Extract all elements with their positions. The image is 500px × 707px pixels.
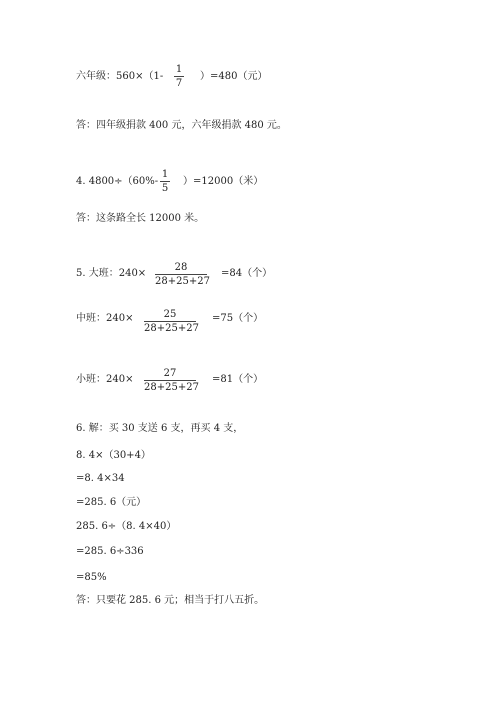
calc-step-4: 285. 6÷（8. 4×40） — [76, 521, 177, 532]
question6-setup: 6. 解：买 30 支送 6 支，再买 4 支， — [76, 423, 244, 434]
answer-discount: 答：只要花 285. 6 元；相当于打八五折。 — [76, 595, 265, 606]
equation-big-class-prefix: 5. 大班：240× — [76, 268, 147, 279]
calc-step-5: =285. 6÷336 — [76, 546, 144, 557]
equation-grade6-suffix: ）=480（元） — [200, 71, 268, 82]
equation-middle-class-prefix: 中班：240× — [76, 313, 134, 324]
fraction-numerator: 27 — [163, 368, 177, 379]
fraction-middle-class — [144, 309, 199, 334]
fraction-denominator: 28+25+27 — [155, 276, 210, 287]
fraction-numerator: 25 — [163, 309, 177, 320]
fraction-one-seventh — [174, 64, 184, 89]
equation-grade6-prefix: 六年级：560×（1- — [76, 71, 164, 82]
equation-big-class-suffix: =84（个） — [221, 268, 273, 279]
calc-step-2: =8. 4×34 — [76, 473, 125, 484]
equation-road-suffix: ）=12000（米） — [183, 176, 264, 187]
fraction-big-class — [155, 262, 210, 287]
equation-road-prefix: 4. 4800÷（60%- — [76, 176, 159, 187]
fraction-bar — [144, 321, 196, 322]
fraction-one-fifth — [160, 169, 170, 194]
fraction-numerator: 1 — [175, 64, 183, 75]
calc-step-1: 8. 4×（30+4） — [76, 450, 151, 461]
calc-step-3: =285. 6（元） — [76, 497, 147, 508]
fraction-denominator: 7 — [175, 78, 183, 89]
fraction-denominator: 28+25+27 — [144, 323, 199, 334]
fraction-bar — [155, 274, 207, 275]
fraction-bar — [174, 76, 184, 77]
calc-step-6: =85% — [76, 572, 107, 583]
equation-small-class-suffix: =81（个） — [212, 374, 264, 385]
fraction-bar — [160, 181, 170, 182]
fraction-small-class — [144, 368, 199, 393]
answer-road-length: 答：这条路全长 12000 米。 — [76, 213, 205, 224]
fraction-numerator: 28 — [174, 262, 188, 273]
fraction-numerator: 1 — [161, 169, 169, 180]
fraction-denominator: 28+25+27 — [144, 382, 199, 393]
fraction-bar — [144, 380, 196, 381]
answer-donations: 答：四年级捐款 400 元，六年级捐款 480 元。 — [76, 120, 287, 131]
equation-middle-class-suffix: =75（个） — [212, 313, 264, 324]
equation-small-class-prefix: 小班：240× — [76, 374, 134, 385]
fraction-denominator: 5 — [161, 183, 169, 194]
